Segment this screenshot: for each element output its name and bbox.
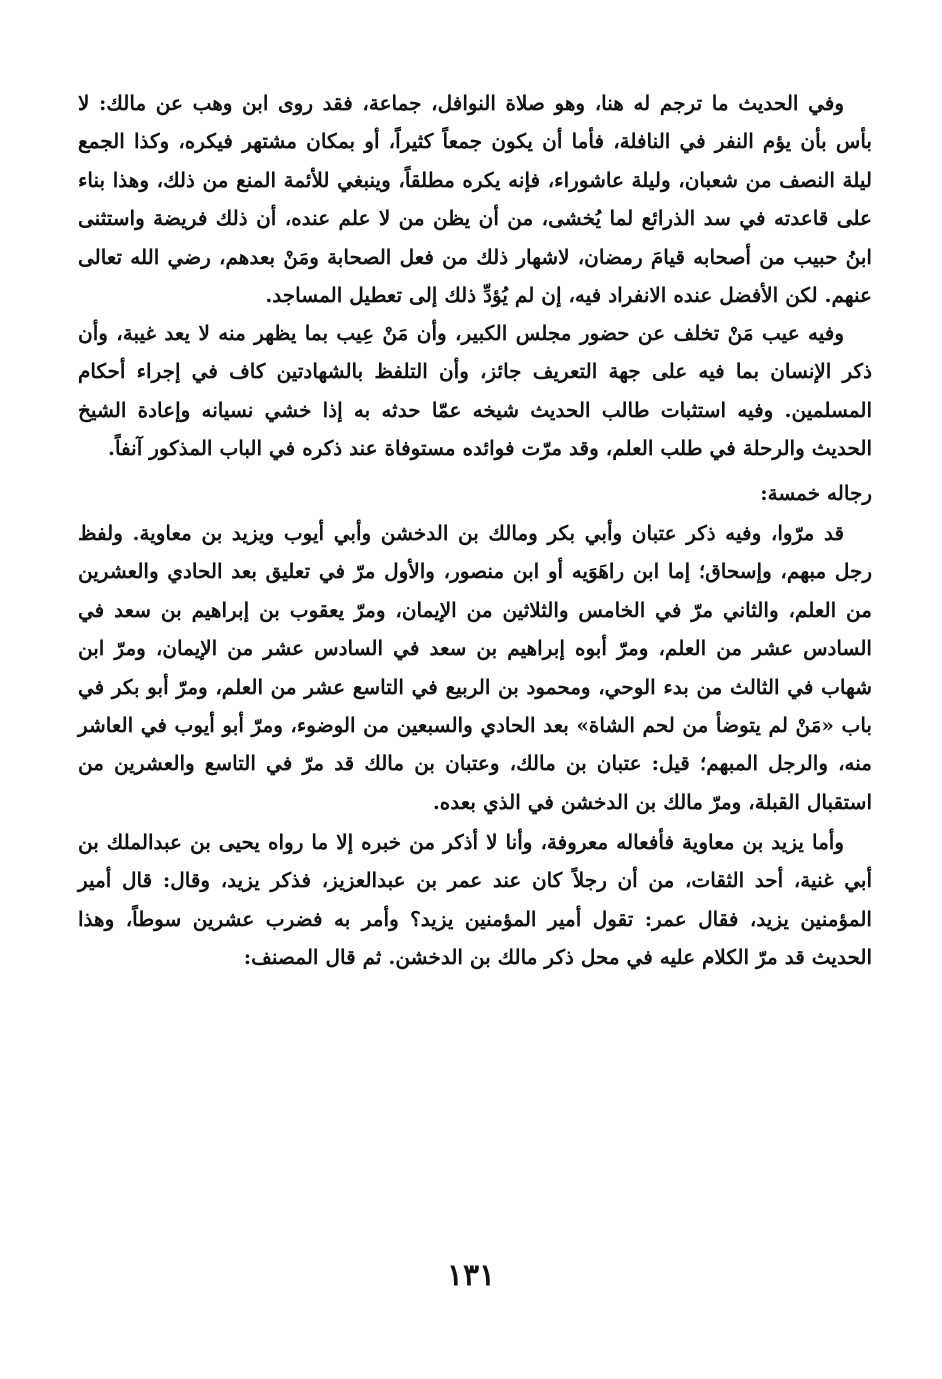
paragraph-salat-nawafil: وفي الحديث ما ترجم له هنا، وهو صلاة النوافل، جماعة، فقد روى ابن وهب عن مالك: لا بأس بأن يؤم النفر في النافلة، فأما أن يكون جمعاً كثيراً، أو بمكان مشتهر فيكره، وكذا الجمع ليلة النصف من شعبان، وليلة عاشوراء، فإنه يكره مطلقاً، وينبغي للأئمة المنع من ذلك، وهذا بناء على قاعدته في سد الذرائع لما يُخشى، من أن يظن من لا علم عنده، أن ذلك فريضة واستثنى ابنُ حبيب من أصحابه قيامَ رمضان، لاشهار ذلك من فعل الصحابة ومَنْ بعدهم، رضي الله تعالى عنهم. لكن الأفضل عنده الانفراد فيه، إن لم يُؤدِّ ذلك إلى تعطيل المساجد. — [78, 91, 872, 308]
section-heading-narrators: رجاله خمسة: — [760, 481, 872, 505]
paragraph-narrators-list: قد مرّوا، وفيه ذكر عتبان وأبي بكر ومالك بن الدخشن وأبي أيوب ويزيد بن معاوية. ولفظ رجل مبهم، وإسحاق؛ إما ابن راهَوَيه أو ابن منصور، والأول مرّ في تعليق بعد الحادي والعشرين من العلم، والثاني مرّ في الخامس والثلاثين من الإيمان، ومرّ يعقوب بن إبراهيم بن سعد في السادس عشر من العلم، ومرّ أبوه إبراهيم بن سعد في السادس عشر من الإيمان، ومرّ ابن شهاب في الثالث من بدء الوحي، ومحمود بن الربيع في التاسع عشر من العلم، ومرّ أبو بكر في باب «مَنْ لم يتوضأ من لحم الشاة» بعد الحادي والسبعين من الوضوء، ومرّ أبو أيوب في العاشر منه، والرجل المبهم؛ قيل: عتبان بن مالك، وعتبان بن مالك قد مرّ في التاسع والعشرين من استقبال القبلة، ومرّ مالك بن الدخشن في الذي بعده. — [78, 521, 873, 814]
paragraph-yazid: وأما يزيد بن معاوية فأفعاله معروفة، وأنا لا أذكر من خبره إلا ما رواه يحيى بن عبدالملك بن أبي غنية، أحد الثقات، من أن رجلاً كان عند عمر بن عبدالعزيز، فذكر يزيد، وقال: قال أمير المؤمنين يزيد، فقال عمر: تقول أمير المؤمنين يزيد؟ وأمر به فضرب عشرين سوطاً، وهذا الحديث قد مرّ الكلام عليه في محل ذكر مالك بن الدخشن. ثم قال المصنف: — [78, 830, 872, 970]
page-number: ١٣١ — [446, 1258, 496, 1293]
paragraph-ayb-takhalluf: وفيه عيب مَنْ تخلف عن حضور مجلس الكبير، وأن مَنْ عِيب بما يظهر منه لا يعد غيبة، وأن ذكر الإنسان بما فيه على جهة التعريف جائز، وأن التلفظ بالشهادتين كاف في إجراء أحكام المسلمين. وفيه استثبات طالب الحديث شيخه عمّا حدثه به إذا خشي نسيانه وإعادة الشيخ الحديث والرحلة في طلب العلم، وقد مرّت فوائده مستوفاة عند ذكره في الباب المذكور آنفاً. — [78, 321, 872, 461]
